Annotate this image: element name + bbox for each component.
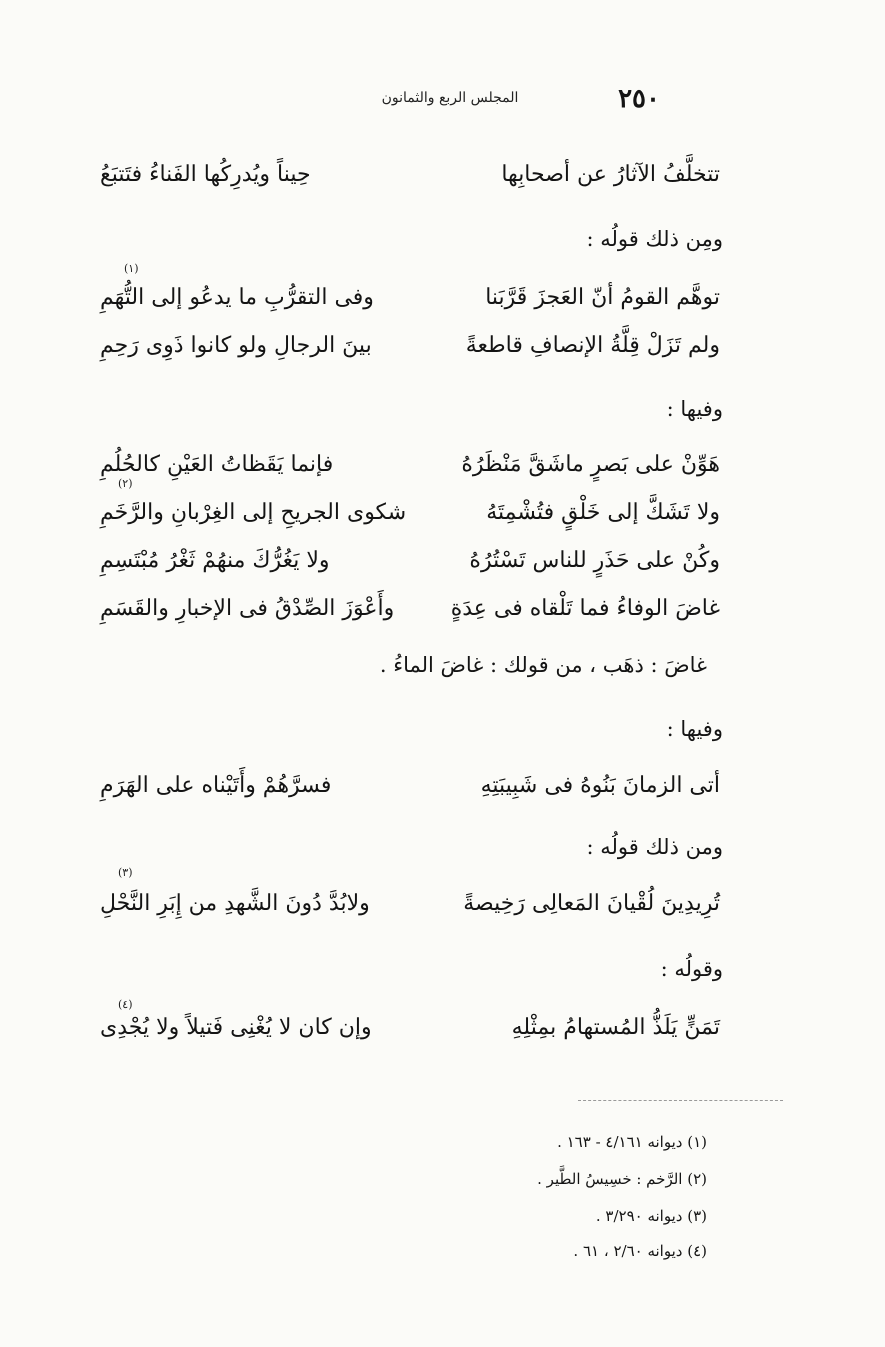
verse-line: [100, 1008, 720, 1048]
footnote: (٣) ديوانه ٣/٢٩٠ .: [595, 1207, 707, 1225]
verse-second-hemistich: ولابُدَّ دُونَ الشَّهدِ من إِبَرِ النَّحْلِ: [100, 891, 370, 916]
verse-first-hemistich: تتخلَّفُ الآثارُ عن أصحابِها: [501, 162, 720, 187]
intro-line: ومِن ذلك قولُه :: [586, 227, 723, 251]
verse-first-hemistich: أتى الزمانَ بَنُوهُ فى شَبِيبَتِهِ: [480, 773, 720, 798]
footnote-ref: (٤): [118, 998, 133, 1011]
footnote-separator: [578, 1100, 783, 1101]
gloss-line: غاضَ : ذهَب ، من قولك : غاضَ الماءُ .: [379, 653, 707, 677]
verse-first-hemistich: ولم تَزَلْ قِلَّةُ الإنصافِ قاطعةً: [465, 333, 720, 358]
verse-first-hemistich: توهَّم القومُ أنّ العَجزَ قَرَّبَنا: [485, 285, 720, 310]
verse-second-hemistich: بينَ الرجالِ ولو كانوا ذَوِى رَحِمِ: [100, 333, 372, 358]
verse-first-hemistich: تُرِيدِينَ لُقْيانَ المَعالِى رَخِيصةً: [463, 891, 720, 916]
verse-second-hemistich: وإن كان لا يُغْنِى فَتيلاً ولا يُجْدِى: [100, 1015, 372, 1040]
verse-second-hemistich: ولا يَغُرُّكَ منهُمْ ثَغْرُ مُبْتَسِمِ: [100, 548, 330, 573]
verse-second-hemistich: فسرَّهُمْ وأَتَيْناه على الهَرَمِ: [100, 773, 332, 798]
verse-first-hemistich: ولا تَشَكَّ إلى خَلْقٍ فتُشْمِتَهُ: [486, 500, 720, 525]
verse-line: [100, 278, 720, 318]
verse-line: [100, 589, 720, 629]
verse-line: [100, 493, 720, 533]
verse-first-hemistich: هَوِّنْ على بَصرٍ ماشَقَّ مَنْظَرُهُ: [461, 452, 720, 477]
verse-second-hemistich: فإنما يَقَظاتُ العَيْنِ كالحُلُمِ: [100, 452, 334, 477]
footnote-ref: (١): [124, 262, 139, 275]
verse-first-hemistich: وكُنْ على حَذَرٍ للناس تَسْتُرُهُ: [469, 548, 720, 573]
verse-line: [100, 326, 720, 366]
verse-second-hemistich: شكوى الجريحِ إلى الغِرْبانِ والرَّخَمِ: [100, 500, 407, 525]
verse-line: [100, 541, 720, 581]
verse-line: [100, 884, 720, 924]
verse-line: [100, 766, 720, 806]
verse-first-hemistich: تَمَنٍّ يَلَذُّ المُستهامُ بمِثْلِهِ: [511, 1015, 720, 1040]
verse-line: [100, 445, 720, 485]
footnote: (٤) ديوانه ٢/٦٠ ، ٦١ .: [573, 1242, 707, 1260]
page-number: ٢٥٠: [618, 84, 660, 114]
running-title: المجلس الربع والثمانون: [381, 90, 519, 106]
footnote-ref: (٣): [118, 866, 133, 879]
verse-second-hemistich: وفى التقرُّبِ ما يدعُو إلى التُّهَمِ: [100, 285, 374, 310]
verse-second-hemistich: وأَعْوَزَ الصِّدْقُ فى الإخبارِ والقَسَمِ: [100, 596, 395, 621]
intro-line: وقولُه :: [660, 957, 723, 981]
footnote: (٢) الرَّخم : خسِيسُ الطَّير .: [537, 1170, 707, 1188]
verse-line: [100, 155, 720, 195]
footnote-ref: (٢): [118, 477, 133, 490]
intro-line: ومن ذلك قولُه :: [586, 835, 723, 859]
verse-first-hemistich: غاضَ الوفاءُ فما تَلْقاه فى عِدَةٍ: [450, 596, 720, 621]
intro-line: وفيها :: [666, 717, 723, 741]
verse-second-hemistich: حِيناً ويُدرِكُها الفَناءُ فتَتبَعُ: [100, 162, 311, 187]
intro-line: وفيها :: [666, 397, 723, 421]
footnote: (١) ديوانه ٤/١٦١ - ١٦٣ .: [557, 1133, 707, 1151]
